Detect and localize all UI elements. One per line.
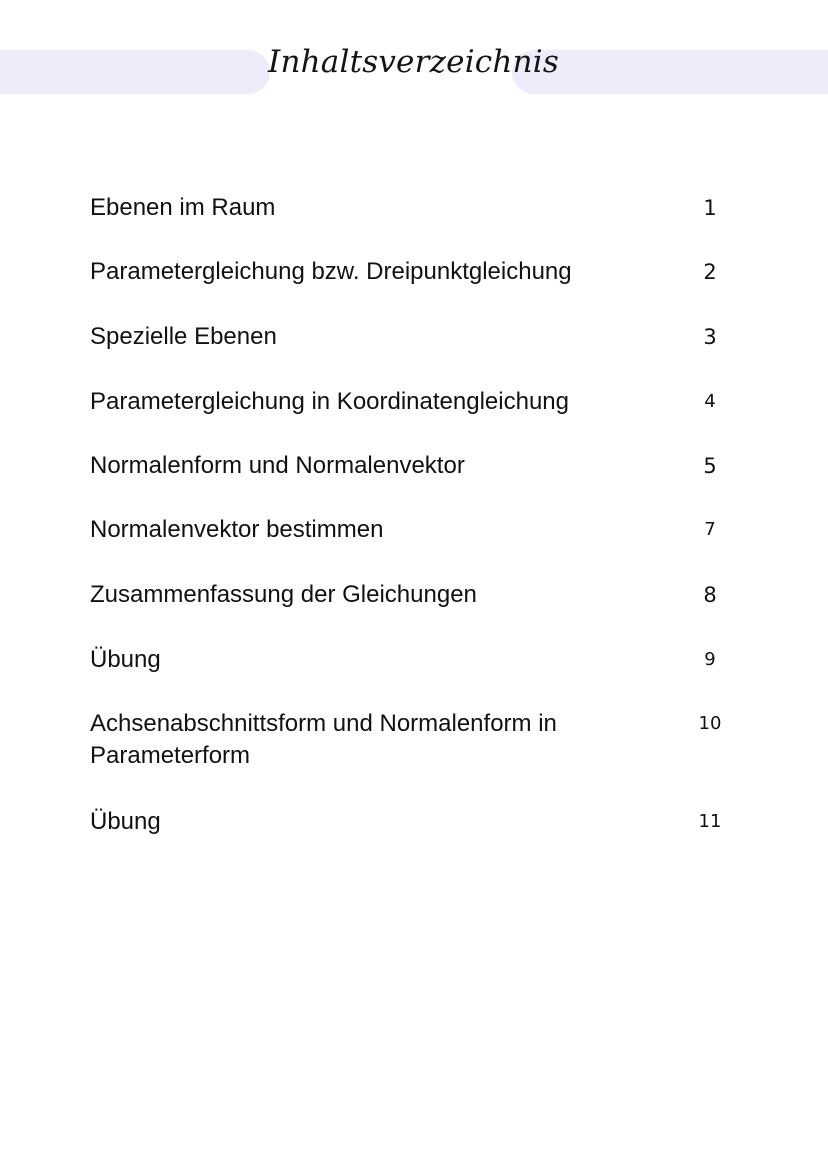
toc-entry-title: Übung (90, 808, 161, 835)
toc-entry-page: 7 (704, 519, 716, 540)
header-band-right (512, 50, 828, 94)
toc-entry-title: Übung (90, 646, 161, 673)
toc-entry-page: 3 (703, 325, 717, 349)
toc-entry-title: Spezielle Ebenen (90, 323, 277, 350)
toc-entry-title: Parametergleichung in Koordinatengleichung (90, 388, 569, 415)
toc-entry-page: 1 (703, 196, 717, 220)
toc-entry-page: 8 (703, 583, 717, 607)
toc-entry-page: 5 (703, 454, 717, 478)
toc-entry-page: 9 (704, 649, 716, 670)
toc-entry-title: Normalenvektor bestimmen (90, 516, 384, 543)
toc-entry-page: 2 (703, 260, 717, 284)
toc-entry-title: Zusammenfassung der Gleichungen (90, 581, 477, 608)
toc-entry-page: 10 (698, 713, 722, 734)
toc-entry-page: 11 (698, 811, 722, 832)
toc-entry-title: Ebenen im Raum (90, 194, 276, 221)
toc-entry-page: 4 (704, 391, 716, 412)
header-band-left (0, 50, 270, 94)
toc-entry-title: Parametergleichung bzw. Dreipunktgleichung (90, 258, 572, 285)
toc-entry-title: Achsenabschnittsform und Normalenform in Parameterform (90, 710, 557, 769)
toc-entry-title: Normalenform und Normalenvektor (90, 452, 465, 479)
page-title: Inhaltsverzeichnis (268, 44, 559, 80)
